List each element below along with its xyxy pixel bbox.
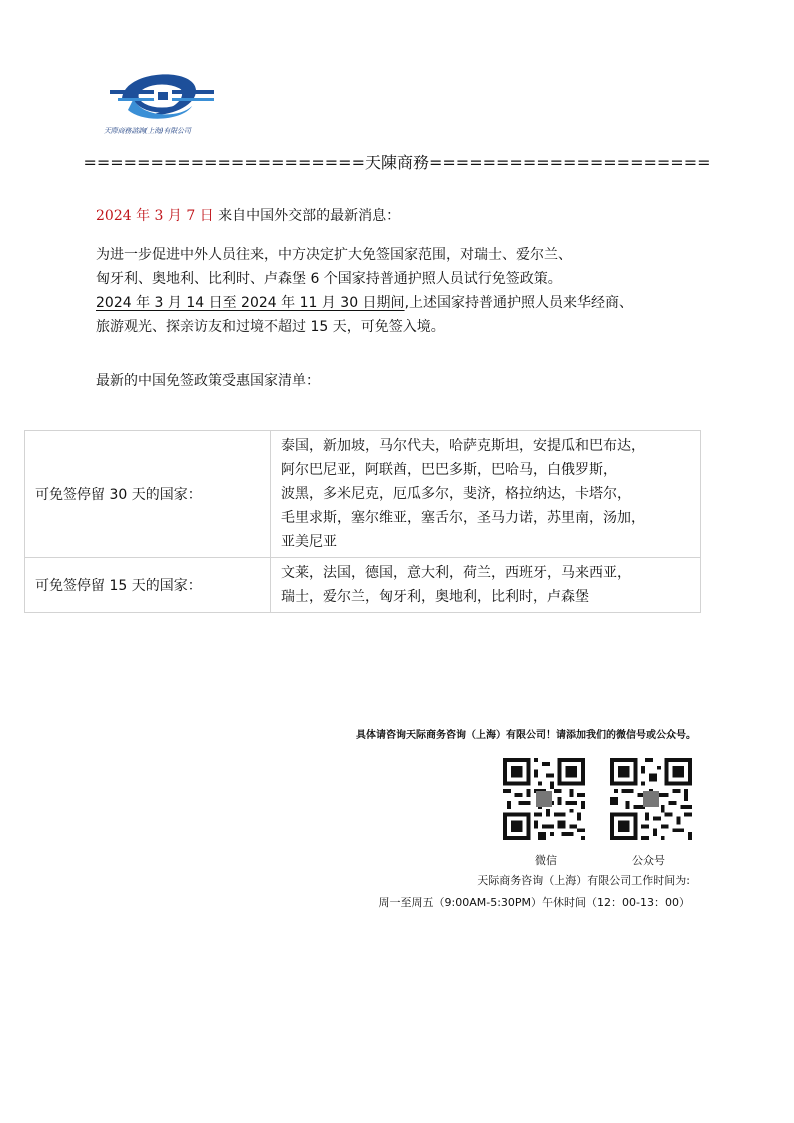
notice-source: 来自中国外交部的最新消息： — [213, 208, 401, 224]
contact-note: 具体请咨询天际商务咨询（上海）有限公司！请添加我们的微信号或公众号。 — [356, 730, 696, 741]
row-label: 可免签停留 30 天的国家： — [25, 431, 271, 558]
official-account-qr-code[interactable] — [610, 758, 692, 840]
country-line: 亚美尼亚 — [281, 534, 337, 550]
company-logo — [104, 60, 224, 138]
country-line: 泰国，新加坡，马尔代夫，哈萨克斯坦，安提瓜和巴布达， — [281, 438, 645, 454]
row-countries — [271, 431, 701, 558]
notice-line: 为进一步促进中外人员往来，中方决定扩大免签国家范围，对瑞士、爱尔兰、 — [96, 247, 572, 263]
country-line: 毛里求斯，塞尔维亚，塞舌尔，圣马力诺，苏里南，汤加， — [281, 510, 645, 526]
country-line: 波黑，多米尼克，厄瓜多尔，斐济，格拉纳达，卡塔尔， — [281, 486, 631, 502]
table-row — [25, 431, 701, 558]
notice-period-line — [96, 291, 716, 315]
wechat-label: 微信 — [535, 854, 557, 867]
country-line: 阿尔巴尼亚，阿联酋，巴巴多斯，巴哈马，白俄罗斯， — [281, 462, 617, 478]
qr-code-icon — [503, 758, 585, 840]
qr-code-icon — [610, 758, 692, 840]
row-countries — [271, 558, 701, 613]
wechat-qr-code[interactable] — [503, 758, 585, 840]
notice-line: 旅游观光、探亲访友和过境不超过 15 天，可免签入境。 — [96, 319, 445, 335]
table-row — [25, 558, 701, 613]
logo-emblem-icon — [104, 60, 224, 126]
country-line: 瑞士，爱尔兰，匈牙利，奥地利，比利时，卢森堡 — [281, 589, 589, 605]
logo-caption: 天際商務諮詢(上海)有限公司 — [104, 127, 191, 135]
hours-time: 周一至周五（9:00AM-5:30PM）午休时间（12：00-13：00） — [378, 896, 690, 909]
official-account-label: 公众号 — [632, 854, 665, 867]
notice-date-line — [96, 205, 400, 225]
row-label: 可免签停留 15 天的国家： — [25, 558, 271, 613]
notice-period-rest: ,上述国家持普通护照人员来华经商、 — [404, 295, 634, 311]
notice-line: 匈牙利、奥地利、比利时、卢森堡 6 个国家持普通护照人员试行免签政策。 — [96, 271, 562, 287]
notice-period: 2024 年 3 月 14 日至 2024 年 11 月 30 日期间 — [96, 295, 405, 311]
country-line: 文莱，法国，德国，意大利，荷兰，西班牙，马来西亚， — [281, 565, 631, 581]
visa-free-table — [24, 430, 701, 613]
banner-title: =====================天陳商務===================== — [83, 153, 711, 172]
notice-date: 2024 年 3 月 7 日 — [96, 208, 214, 224]
list-title: 最新的中国免签政策受惠国家清单： — [96, 373, 320, 389]
notice-paragraph — [96, 243, 716, 339]
hours-title: 天际商务咨询（上海）有限公司工作时间为: — [477, 874, 690, 887]
